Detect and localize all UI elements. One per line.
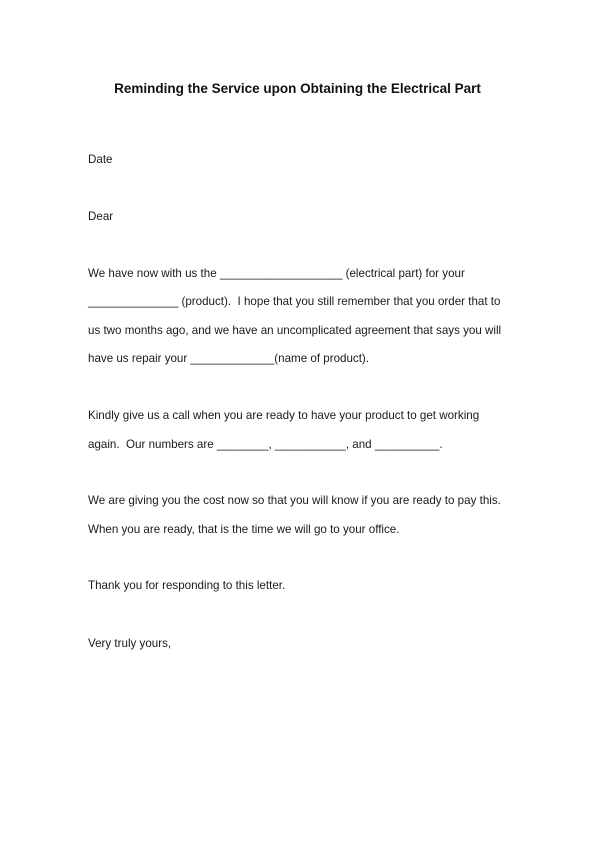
paragraph1-line3: us two months ago, and we have an uncomplicated agreement that says you will	[88, 324, 502, 337]
paragraph1-line1: We have now with us the ___________________ (electrical part) for your	[88, 267, 465, 280]
paragraph2-line2: again. Our numbers are ________, ___________, and __________.	[88, 438, 443, 451]
paragraph3-line2: When you are ready, that is the time we will go to your office.	[88, 523, 400, 536]
letter-title: Reminding the Service upon Obtaining the Electrical Part	[114, 81, 481, 96]
thanks-line: Thank you for responding to this letter.	[88, 579, 286, 592]
salutation: Dear	[88, 210, 114, 223]
paragraph3-line1: We are giving you the cost now so that you will know if you are ready to pay this.	[88, 494, 501, 507]
paragraph1-line4: have us repair your _____________(name of product).	[88, 352, 370, 365]
paragraph2-line1: Kindly give us a call when you are ready to have your product to get working	[88, 409, 480, 422]
closing-line: Very truly yours,	[88, 637, 172, 650]
date-label: Date	[88, 153, 113, 166]
paragraph1-line2: ______________ (product). I hope that you still remember that you order that to	[88, 295, 501, 308]
